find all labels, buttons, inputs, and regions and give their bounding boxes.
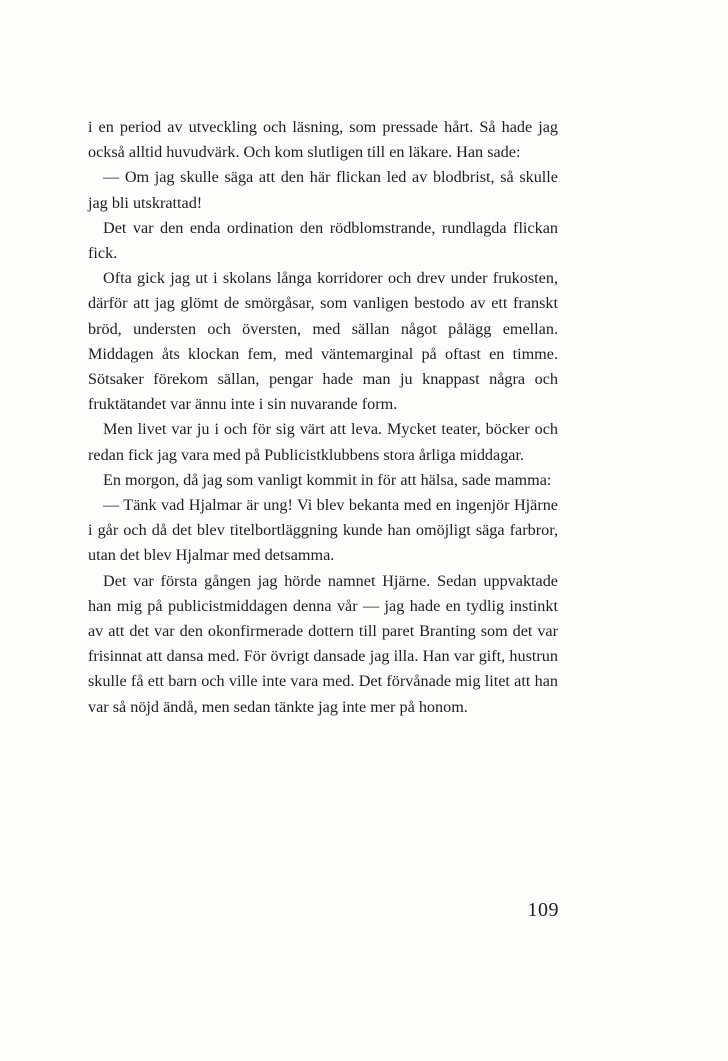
page-number: 109 <box>527 899 559 921</box>
paragraph-7: — Tänk vad Hjalmar är ung! Vi blev bekanta med en ingenjör Hjärne i går och då det blev titelbortläggning kunde han omöjligt säga farbror, utan det blev Hjalmar med detsamma. <box>88 496 558 565</box>
paragraph-1: i en period av utveckling och läsning, som pressade hårt. Så hade jag också alltid huvudvärk. Och kom slutligen till en läkare. Han sade: <box>88 118 558 162</box>
body-text <box>88 115 558 720</box>
paragraph-6: En morgon, då jag som vanligt kommit in för att hälsa, sade mamma: <box>103 470 552 489</box>
paragraph-3: Det var den enda ordination den rödblomstrande, rundlagda flickan fick. <box>88 218 558 263</box>
paragraph-5: Men livet var ju i och för sig värt att leva. Mycket teater, böcker och redan fick jag vara med på Publicistklubbens stora årliga middagar. <box>88 420 558 464</box>
paragraph-8: Det var första gången jag hörde namnet Hjärne. Sedan uppvaktade han mig på publicistmiddagen denna vår — jag hade en tydlig instinkt av att det var den okonfirmerade dottern till paret Branting som det var frisinnat att dansa med. För övrigt dansade jag illa. Han var gift, hustrun skulle få ett barn och ville inte vara med. Det förvånade mig litet att han var så nöjd ändå, men sedan tänkte jag inte mer på honom. <box>88 571 558 716</box>
paragraph-4: Ofta gick jag ut i skolans långa korridorer och drev under frukosten, därför att jag glömt de smörgåsar, som vanligen bestodo av ett franskt bröd, understen och översten, med sällan något pålägg emellan. Middagen åts klockan fem, med väntemarginal på oftast en timme. Sötsaker förekom sällan, pengar hade man ju knappast några och fruktätandet var ännu inte i sin nuvarande form. <box>88 269 558 414</box>
paragraph-2: — Om jag skulle säga att den här flickan led av blodbrist, så skulle jag bli utskrattad! <box>88 168 558 212</box>
